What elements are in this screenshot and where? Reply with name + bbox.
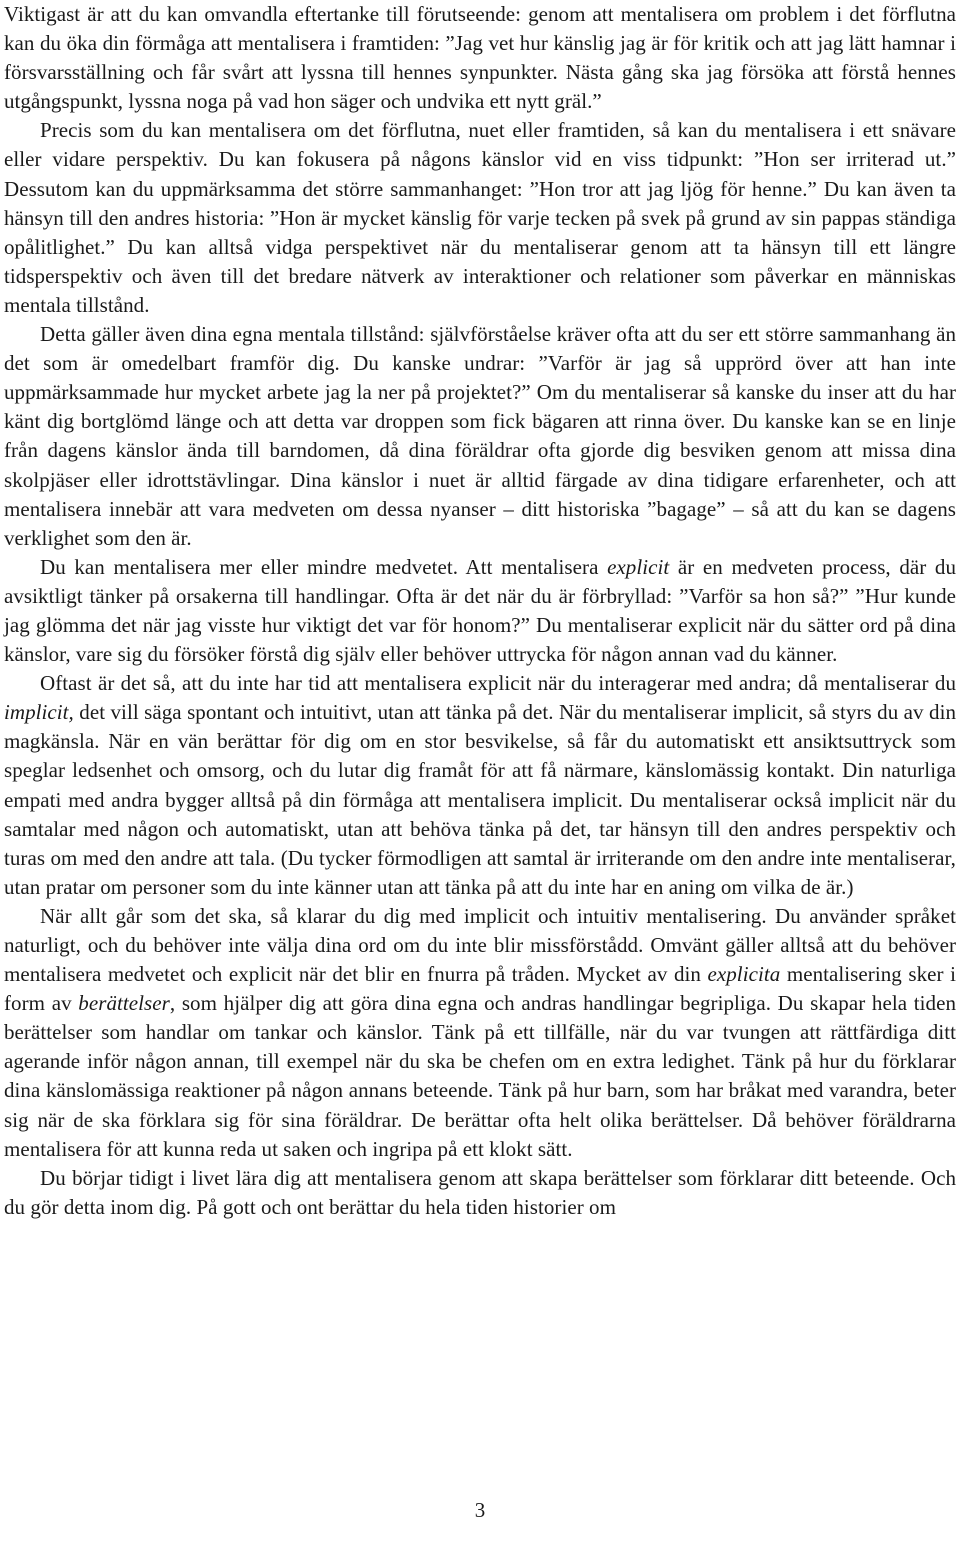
paragraph xyxy=(4,669,956,902)
italic-term: explicit xyxy=(607,554,670,579)
italic-term: explicita xyxy=(707,962,781,987)
text-run: Precis som du kan mentalisera om det förflutna, nuet eller framtiden, så kan du mentalisera i ett snävare eller vidare perspektiv. Du kan fokusera på någons känslor vid en viss tidpunkt: ”Hon ser irriterad ut.” Dessutom kan du uppmärksamma det större sammanhanget: ”Hon tror att jag ljög för henne.” Du kan även ta hänsyn till den andres historia: ”Hon är mycket känslig för varje tecken på svek på grund av sin pappas ständiga opålitlighet.” Du kan alltså vidga perspektivet när du mentaliserar genom att ta hänsyn till ett längre tidsperspektiv och även till det bredare nätverk av interaktioner och relationer som påverkar en människas mentala tillstånd. xyxy=(4,118,956,317)
document-body xyxy=(4,0,956,1222)
text-run: mentalisering sker i form av xyxy=(4,962,957,1016)
text-run: Viktigast är att du kan omvandla eftertanke till förutseende: genom att mentalisera om problem i det förflutna kan du öka din förmåga att mentalisera i framtiden: ”Jag vet hur känslig jag är för kritik och att jag lätt hamnar i försvarsställning och får svårt att lyssna till hennes synpunkter. Nästa gång ska jag försöka att förstå hennes utgångspunkt, lyssna noga på vad hon säger och undvika ett nytt gräl.” xyxy=(4,2,956,114)
paragraph xyxy=(4,553,956,669)
italic-term: implicit, xyxy=(4,700,74,725)
text-run: Detta gäller även dina egna mentala tillstånd: självförståelse kräver ofta att du ser ett större sammanhang än det som är omedelbart framför dig. Du kanske undrar: ”Varför är jag så upprörd över att han inte uppmärksammade hur mycket arbete jag la ner på projektet?” Om du mentaliserar så kanske du inser att du har känt dig bortglömd länge och att detta var droppen som fick bägaren att rinna över. Du kanske kan se en linje från dagens känslor ända till barndomen, då dina föräldrar ofta gjorde dig besviken genom att missa dina skolpjäser eller idrottstävlingar. Dina känslor i nuet är alltid färgade av dina tidigare erfarenheter, och att mentalisera innebär att vara medveten om dessa nyanser – ditt historiska ”bagage” – så att du kan se dagens verklighet som den är. xyxy=(4,322,956,550)
text-run: Du kan mentalisera mer eller mindre medvetet. Att mentalisera xyxy=(40,554,608,579)
paragraph xyxy=(4,902,956,1164)
paragraph xyxy=(4,116,956,320)
text-run: det vill säga spontant och intuitivt, utan att tänka på det. När du mentaliserar implicit, så styrs du av din magkänsla. När en vän berättar för dig om en stor besvikelse, så får du automatiskt ett ansiktsuttryck som speglar ledsenhet och omsorg, och du lutar dig framåt för att få närmare, känslomässig kontakt. Din naturliga empati med andra bygger alltså på din förmåga att mentalisera implicit. Du mentaliserar också implicit när du samtalar med någon och automatiskt, utan att behöva tänka på det, tar hänsyn till den andres perspektiv och turas om med den andre att tala. (Du tycker förmodligen att samtal är irriterande om den andre inte mentaliserar, utan pratar om personer som du inte känner utan att tänka på att du inte har en aning om vilka de är.) xyxy=(4,700,956,899)
paragraph xyxy=(4,1164,956,1222)
text-run: Oftast är det så, att du inte har tid att mentalisera explicit när du interagerar med andra; då mentaliserar du xyxy=(40,671,956,696)
text-run: , som hjälper dig att göra dina egna och andras handlingar begripliga. Du skapar hela tiden berättelser som handlar om tankar och känslor. Tänk på ett tillfälle, när du var tvungen att rättfärdiga ditt agerande inför någon annan, till exempel när du ska be chefen om en extra ledighet. Tänk på hur du förklarar dina känslomässiga reaktioner på någon annans beteende. Tänk på hur barn, som har bråkat med varandra, beter sig när de ska förklara sig för sina föräldrar. De berättar ofta helt olika berättelser. Då behöver föräldrarna mentalisera för att kunna reda ut saken och ingripa på ett klokt sätt. xyxy=(4,991,956,1161)
paragraph xyxy=(4,320,956,553)
text-run: är en medveten process, där du avsiktligt tänker på orsakerna till handlingar. Ofta är det när du är förbryllad: ”Varför sa hon så?” ”Hur kunde jag glömma det när jag visste hur viktigt det var för honom?” Du mentaliserar explicit när du sätter ord på dina känslor, vare sig du försöker förstå dig själv eller behöver uttrycka för någon annan vad du känner. xyxy=(4,554,956,667)
text-run: När allt går som det ska, så klarar du dig med implicit och intuitiv mentalisering. Du använder språket naturligt, och du behöver inte välja dina ord om du inte blir missförstådd. Omvänt gäller alltså att du behöver mentalisera medvetet och explicit när det blir en fnurra på tråden. Mycket av din xyxy=(4,903,956,987)
italic-term: berättelser xyxy=(78,991,170,1016)
page-number: 3 xyxy=(474,1498,486,1522)
text-run: Du börjar tidigt i livet lära dig att mentalisera genom att skapa berättelser som förklarar ditt beteende. Och du gör detta inom dig. På gott och ont berättar du hela tiden historier om xyxy=(4,1165,956,1219)
paragraph xyxy=(4,0,956,116)
